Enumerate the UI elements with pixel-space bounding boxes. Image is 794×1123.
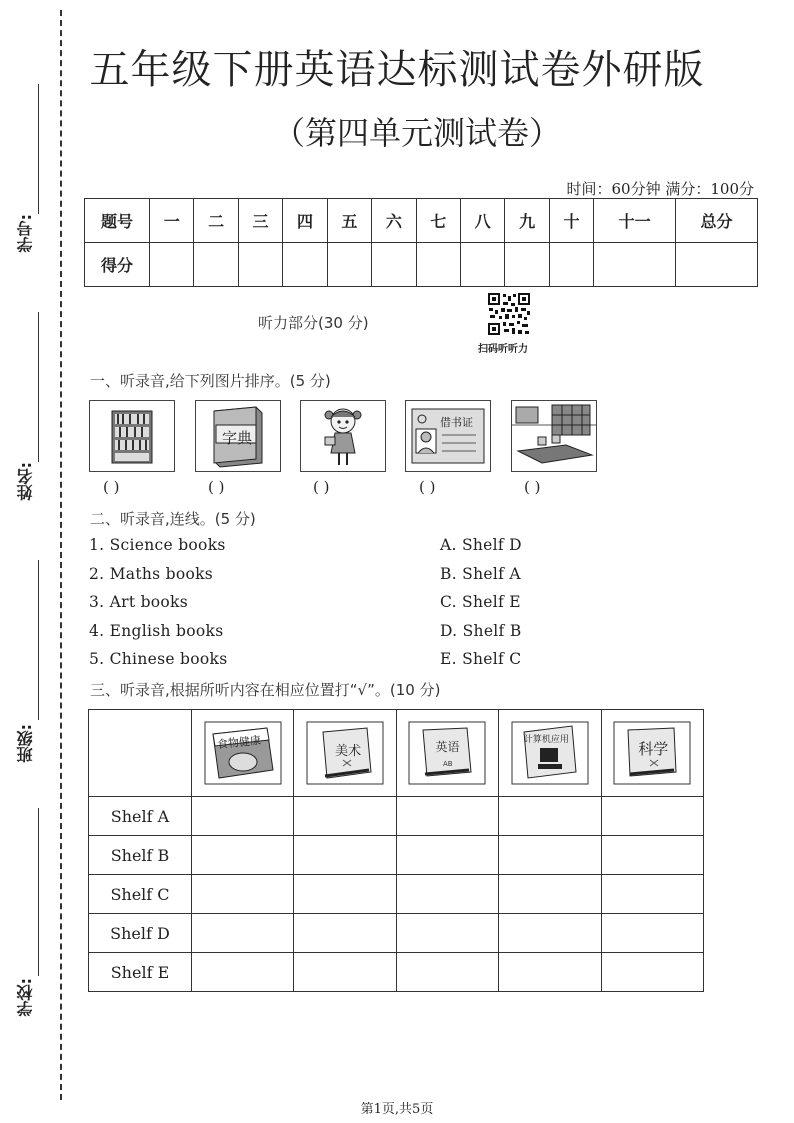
column-4: 四 bbox=[283, 199, 327, 243]
column-7: 七 bbox=[416, 199, 460, 243]
grid-row bbox=[89, 914, 704, 953]
score-cell[interactable] bbox=[283, 243, 327, 287]
food-health-book-icon bbox=[203, 720, 283, 786]
art-book-text: 美术 bbox=[335, 744, 362, 759]
library-room-icon bbox=[512, 401, 596, 471]
left-item-5[interactable]: 5. Chinese books bbox=[89, 650, 228, 668]
library-card-icon bbox=[406, 401, 490, 471]
column-9: 九 bbox=[505, 199, 549, 243]
score-cell[interactable] bbox=[594, 243, 676, 287]
tick-cell[interactable] bbox=[294, 953, 396, 992]
shelf-label: Shelf B bbox=[89, 836, 192, 875]
column-2: 二 bbox=[194, 199, 238, 243]
tick-cell[interactable] bbox=[499, 836, 601, 875]
tick-cell[interactable] bbox=[396, 914, 498, 953]
bookshelf-icon bbox=[90, 401, 174, 471]
left-item-3[interactable]: 3. Art books bbox=[89, 593, 189, 611]
cut-line bbox=[60, 10, 62, 1100]
girl-icon bbox=[301, 401, 385, 471]
tick-cell[interactable] bbox=[601, 836, 703, 875]
picture-1 bbox=[89, 400, 175, 472]
answer-blank-4[interactable]: ( ) bbox=[419, 478, 436, 496]
right-item-e[interactable]: E. Shelf C bbox=[440, 650, 522, 668]
question-number-label: 题号 bbox=[85, 199, 150, 243]
tick-cell[interactable] bbox=[396, 875, 498, 914]
page-footer: 第1页,共5页 bbox=[360, 1102, 434, 1117]
qr-code-icon[interactable] bbox=[487, 292, 531, 336]
tick-cell[interactable] bbox=[192, 836, 294, 875]
grid-corner-cell bbox=[89, 710, 192, 797]
right-item-c[interactable]: C. Shelf E bbox=[440, 593, 521, 611]
score-cell[interactable] bbox=[549, 243, 593, 287]
tick-cell[interactable] bbox=[499, 953, 601, 992]
tick-cell[interactable] bbox=[294, 875, 396, 914]
picture-4 bbox=[405, 400, 491, 472]
column-3: 三 bbox=[238, 199, 282, 243]
column-total: 总分 bbox=[676, 199, 758, 243]
school-line bbox=[38, 808, 39, 976]
grid-row bbox=[89, 797, 704, 836]
qr-code-label: 扫码听听力 bbox=[478, 344, 528, 355]
tick-cell[interactable] bbox=[192, 914, 294, 953]
answer-blank-2[interactable]: ( ) bbox=[208, 478, 225, 496]
exam-title: 五年级下册英语达标测试卷外研版 bbox=[89, 47, 705, 93]
tick-cell[interactable] bbox=[396, 953, 498, 992]
book-header-computer bbox=[499, 710, 601, 797]
shelf-grid bbox=[88, 709, 704, 992]
tick-cell[interactable] bbox=[601, 875, 703, 914]
school-label: 学校: bbox=[16, 978, 35, 1017]
name-label: 姓名: bbox=[16, 462, 35, 501]
tick-cell[interactable] bbox=[601, 797, 703, 836]
column-8: 八 bbox=[460, 199, 504, 243]
dictionary-text: 字典 bbox=[222, 429, 253, 447]
tick-cell[interactable] bbox=[396, 836, 498, 875]
tick-cell[interactable] bbox=[294, 797, 396, 836]
library-card-text: 借书证 bbox=[440, 416, 473, 429]
student-id-label: 学号: bbox=[16, 214, 35, 253]
score-cell[interactable] bbox=[460, 243, 504, 287]
picture-2 bbox=[195, 400, 281, 472]
column-10: 十 bbox=[549, 199, 593, 243]
book-header-science bbox=[601, 710, 703, 797]
section1-heading: 一、听录音,给下列图片排序。(5 分) bbox=[90, 372, 331, 390]
score-cell[interactable] bbox=[238, 243, 282, 287]
right-item-d[interactable]: D. Shelf B bbox=[440, 622, 522, 640]
tick-cell[interactable] bbox=[601, 914, 703, 953]
score-cell[interactable] bbox=[150, 243, 194, 287]
right-item-a[interactable]: A. Shelf D bbox=[440, 536, 522, 554]
time-score-info: 时间：60分钟 满分：100分 bbox=[566, 180, 754, 198]
tick-cell[interactable] bbox=[192, 953, 294, 992]
column-1: 一 bbox=[150, 199, 194, 243]
left-item-4[interactable]: 4. English books bbox=[89, 622, 224, 640]
grid-row bbox=[89, 875, 704, 914]
shelf-label: Shelf A bbox=[89, 797, 192, 836]
tick-cell[interactable] bbox=[499, 914, 601, 953]
picture-5 bbox=[511, 400, 597, 472]
book-header-food-health bbox=[192, 710, 294, 797]
score-label: 得分 bbox=[85, 243, 150, 287]
picture-3 bbox=[300, 400, 386, 472]
score-cell[interactable] bbox=[505, 243, 549, 287]
shelf-label: Shelf C bbox=[89, 875, 192, 914]
left-item-2[interactable]: 2. Maths books bbox=[89, 565, 214, 583]
section3-heading: 三、听录音,根据所听内容在相应位置打“√”。(10 分) bbox=[90, 681, 441, 699]
answer-blank-3[interactable]: ( ) bbox=[313, 478, 330, 496]
class-line bbox=[38, 560, 39, 720]
name-line bbox=[38, 312, 39, 462]
score-table bbox=[84, 198, 758, 287]
score-table-score-row bbox=[85, 243, 758, 287]
tick-cell[interactable] bbox=[192, 875, 294, 914]
svg-text:AB: AB bbox=[443, 760, 454, 768]
tick-cell[interactable] bbox=[294, 836, 396, 875]
column-6: 六 bbox=[372, 199, 416, 243]
tick-cell[interactable] bbox=[396, 797, 498, 836]
computer-book-text: 计算机应用 bbox=[523, 735, 569, 745]
exam-subtitle: （第四单元测试卷） bbox=[272, 114, 561, 152]
tick-cell[interactable] bbox=[294, 914, 396, 953]
score-cell[interactable] bbox=[327, 243, 371, 287]
computer-book-icon bbox=[510, 720, 590, 786]
score-cell[interactable] bbox=[676, 243, 758, 287]
answer-blank-5[interactable]: ( ) bbox=[524, 478, 541, 496]
shelf-label: Shelf D bbox=[89, 914, 192, 953]
tick-cell[interactable] bbox=[192, 797, 294, 836]
shelf-label: Shelf E bbox=[89, 953, 192, 992]
tick-cell[interactable] bbox=[499, 875, 601, 914]
grid-row bbox=[89, 953, 704, 992]
score-cell[interactable] bbox=[194, 243, 238, 287]
score-table-header-row bbox=[85, 199, 758, 243]
right-item-b[interactable]: B. Shelf A bbox=[440, 565, 521, 583]
book-header-english bbox=[396, 710, 498, 797]
score-cell[interactable] bbox=[416, 243, 460, 287]
english-book-text: 英语 bbox=[435, 740, 460, 754]
grid-row bbox=[89, 836, 704, 875]
tick-cell[interactable] bbox=[499, 797, 601, 836]
food-health-book-text: 食物健康 bbox=[216, 733, 262, 752]
grid-header-row bbox=[89, 710, 704, 797]
class-label: 班级: bbox=[16, 724, 35, 763]
score-cell[interactable] bbox=[372, 243, 416, 287]
listening-heading: 听力部分(30 分) bbox=[258, 314, 369, 332]
science-book-text: 科学 bbox=[638, 740, 669, 758]
column-5: 五 bbox=[327, 199, 371, 243]
tick-cell[interactable] bbox=[601, 953, 703, 992]
book-header-art bbox=[294, 710, 396, 797]
column-11: 十一 bbox=[594, 199, 676, 243]
section2-heading: 二、听录音,连线。(5 分) bbox=[90, 510, 256, 528]
answer-blank-1[interactable]: ( ) bbox=[103, 478, 120, 496]
left-item-1[interactable]: 1. Science books bbox=[89, 536, 226, 554]
